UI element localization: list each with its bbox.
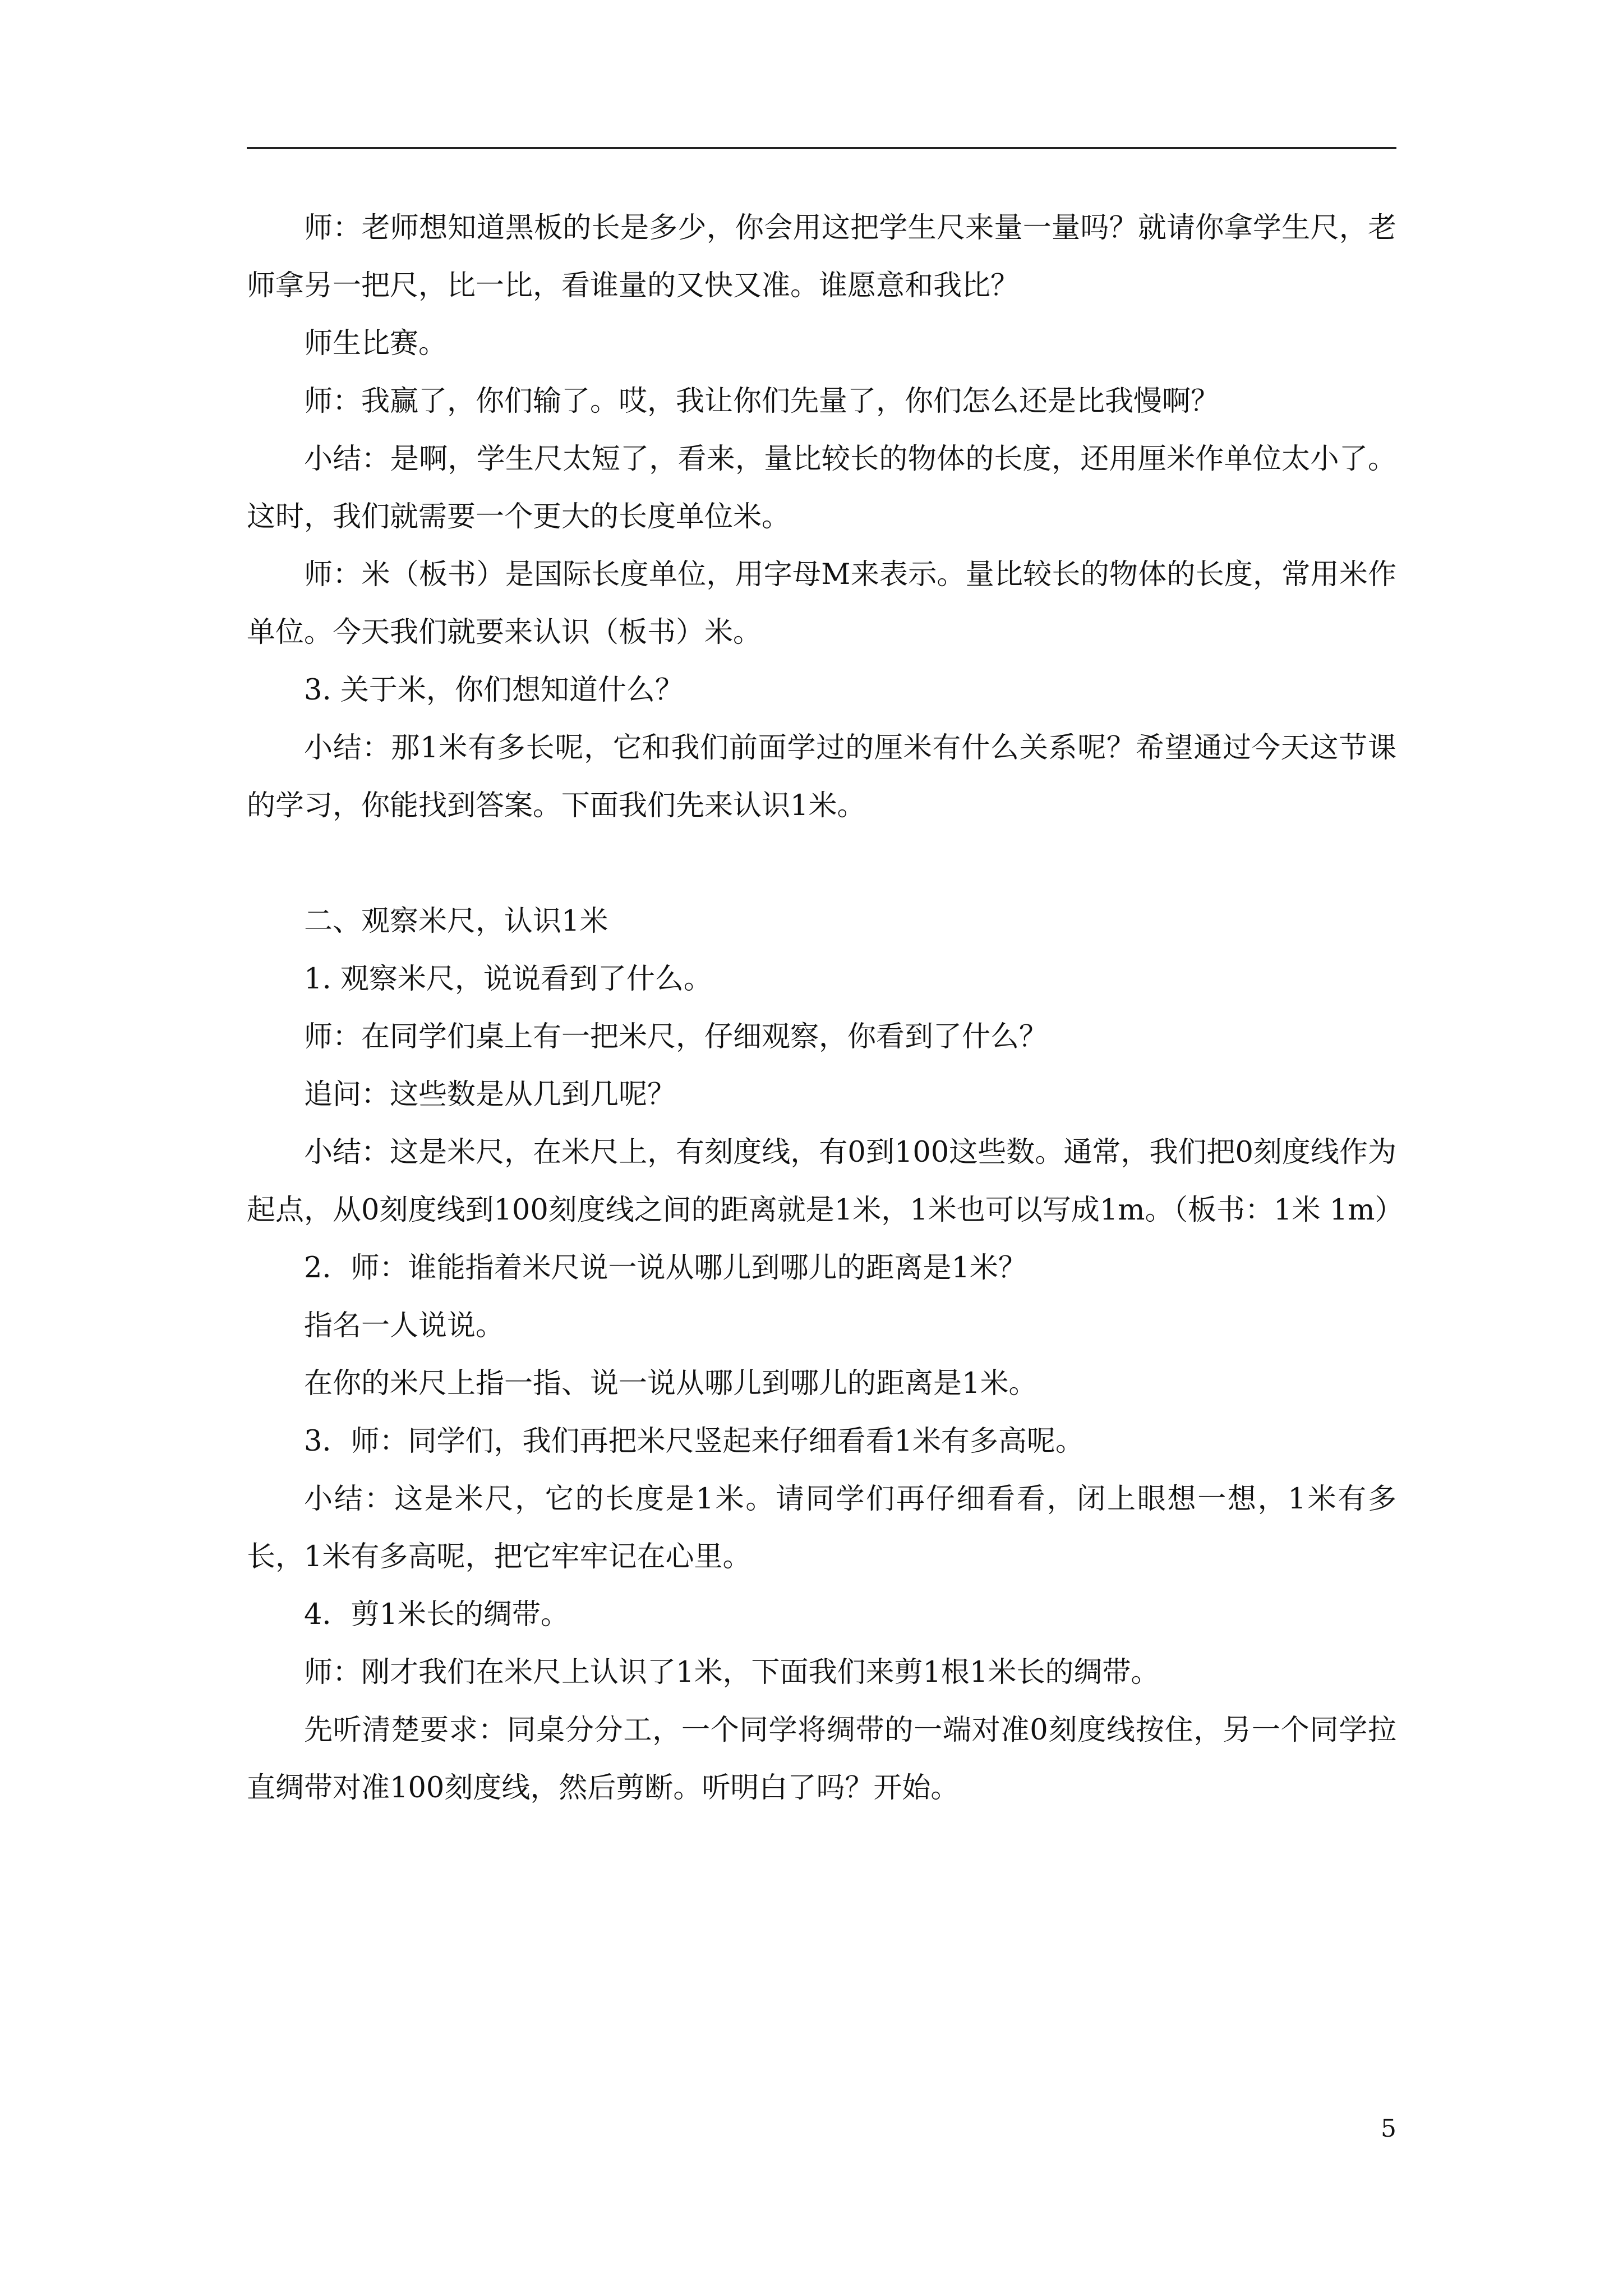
paragraph: 追问：这些数是从几到几呢？ bbox=[304, 1078, 676, 1111]
section-heading: 二、观察米尺，认识1米 bbox=[304, 905, 608, 938]
paragraph: 2．师：谁能指着米尺说一说从哪儿到哪儿的距离是1米？ bbox=[304, 1251, 1027, 1285]
paragraph: 在你的米尺上指一指、说一说从哪儿到哪儿的距离是1米。 bbox=[304, 1367, 1038, 1400]
page-number: 5 bbox=[1381, 2114, 1396, 2143]
paragraph: 师：我赢了，你们输了。哎，我让你们先量了，你们怎么还是比我慢啊？ bbox=[304, 385, 1220, 418]
paragraph: 先听清楚要求：同桌分分工，一个同学将绸带的一端对准0刻度线按住，另一个同学拉直绸带对准100刻度线，然后剪断。听明白了吗？开始。 bbox=[247, 1714, 1396, 1805]
paragraph: 师：刚才我们在米尺上认识了1米，下面我们来剪1根1米长的绸带。 bbox=[304, 1656, 1160, 1689]
paragraph: 指名一人说说。 bbox=[304, 1309, 505, 1342]
paragraph: 3. 关于米，你们想知道什么？ bbox=[304, 674, 684, 707]
paragraph: 小结：是啊，学生尺太短了，看来，量比较长的物体的长度，还用厘米作单位太小了。这时，我们就需要一个更大的长度单位米。 bbox=[247, 443, 1396, 533]
paragraph: 1. 观察米尺，说说看到了什么。 bbox=[304, 963, 712, 996]
paragraph: 4．剪1米长的绸带。 bbox=[304, 1598, 569, 1631]
paragraph: 师生比赛。 bbox=[304, 327, 448, 360]
blank-line bbox=[247, 835, 1396, 892]
paragraph: 师：老师想知道黑板的长是多少，你会用这把学生尺来量一量吗？就请你拿学生尺，老师拿另一把尺，比一比，看谁量的又快又准。谁愿意和我比？ bbox=[247, 211, 1396, 302]
paragraph: 师：米（板书）是国际长度单位，用字母M来表示。量比较长的物体的长度，常用米作单位。今天我们就要来认识（板书）米。 bbox=[247, 558, 1396, 649]
paragraph: 3．师：同学们，我们再把米尺竖起来仔细看看1米有多高呢。 bbox=[304, 1425, 1084, 1458]
paragraph: 小结：这是米尺，在米尺上，有刻度线，有0到100这些数。通常，我们把0刻度线作为起点，从0刻度线到100刻度线之间的距离就是1米，1米也可以写成1m。（板书：1米 1m） bbox=[247, 1136, 1404, 1227]
paragraph: 小结：那1米有多长呢，它和我们前面学过的厘米有什么关系呢？希望通过今天这节课的学习，你能找到答案。下面我们先来认识1米。 bbox=[247, 731, 1396, 822]
page-body bbox=[247, 199, 1404, 1817]
paragraph: 师：在同学们桌上有一把米尺，仔细观察，你看到了什么？ bbox=[304, 1020, 1048, 1053]
paragraph: 小结：这是米尺，它的长度是1米。请同学们再仔细看看，闭上眼想一想，1米有多长，1米有多高呢，把它牢牢记在心里。 bbox=[247, 1483, 1396, 1573]
header-rule bbox=[247, 147, 1396, 149]
